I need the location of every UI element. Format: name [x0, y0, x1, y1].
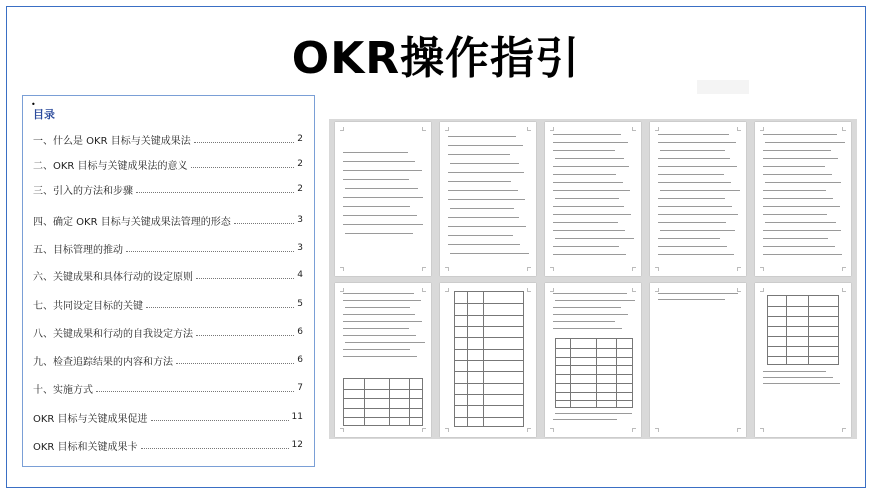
text-line [553, 314, 628, 315]
page-corner-mark [842, 428, 846, 432]
page-corner-mark [550, 428, 554, 432]
table-figure [343, 378, 423, 426]
table-line [556, 400, 632, 401]
table-line [616, 339, 617, 407]
page-corner-mark [527, 288, 531, 292]
page-thumbnail[interactable] [755, 283, 851, 437]
table-line [556, 383, 632, 384]
table-figure [555, 338, 633, 408]
toc-leader-dots [196, 328, 294, 336]
text-line [765, 182, 841, 183]
toc-leader-dots [151, 413, 289, 421]
text-line [660, 230, 735, 231]
text-line [553, 230, 625, 231]
table-line [556, 365, 632, 366]
page-thumbnails [329, 119, 857, 439]
text-line [658, 238, 720, 239]
table-figure [767, 295, 839, 365]
toc-leader-dots [194, 135, 295, 143]
page-corner-mark [340, 127, 344, 131]
page-corner-mark [422, 267, 426, 271]
toc-item-label: 十、实施方式 [33, 384, 93, 396]
table-line [344, 408, 422, 409]
text-line [448, 190, 518, 191]
page-corner-mark [340, 428, 344, 432]
table-line [344, 398, 422, 399]
text-line [555, 300, 635, 301]
toc-item-label: 二、OKR 目标与关键成果法的意义 [33, 160, 188, 172]
table-line [455, 337, 523, 338]
page-corner-mark [632, 127, 636, 131]
text-line [448, 217, 519, 218]
page-corner-mark [422, 127, 426, 131]
toc-item-page: 3 [297, 243, 303, 253]
text-line [343, 356, 417, 357]
slide-title: OKR操作指引 [291, 33, 581, 84]
toc-item-page: 6 [297, 327, 303, 337]
page-corner-mark [737, 267, 741, 271]
page-corner-mark [655, 127, 659, 131]
text-line [553, 307, 621, 308]
table-line [768, 316, 838, 317]
toc-item[interactable] [33, 241, 303, 255]
page-corner-mark [760, 127, 764, 131]
page-corner-mark [527, 267, 531, 271]
toc-item-page: 11 [291, 412, 303, 422]
text-line [553, 254, 626, 255]
toc-item-label: 九、检查追踪结果的内容和方法 [33, 356, 173, 368]
page-thumbnail[interactable] [335, 283, 431, 437]
text-line [763, 246, 835, 247]
page-corner-mark [632, 267, 636, 271]
text-line [450, 253, 529, 254]
toc-item[interactable] [33, 132, 303, 146]
toc-leader-dots [234, 216, 295, 224]
text-line [658, 214, 738, 215]
table-line [455, 349, 523, 350]
page-corner-mark [445, 428, 449, 432]
text-line [343, 197, 423, 198]
table-line [596, 339, 597, 407]
text-line [763, 238, 828, 239]
toc-leader-dots [196, 271, 294, 279]
toc-heading: 目录 [33, 108, 55, 121]
text-line [450, 163, 519, 164]
text-line [448, 235, 513, 236]
page-corner-mark [842, 288, 846, 292]
text-line [553, 134, 621, 135]
table-line [556, 357, 632, 358]
toc-leader-dots [136, 185, 294, 193]
text-line [345, 342, 425, 343]
text-line [660, 190, 740, 191]
text-line [658, 182, 731, 183]
page-thumbnail[interactable] [545, 122, 641, 276]
table-figure [454, 291, 524, 427]
table-line [570, 339, 571, 407]
table-line [455, 360, 523, 361]
text-line [763, 377, 833, 378]
text-line [448, 244, 520, 245]
table-line [364, 379, 365, 425]
toc-item-page: 2 [297, 184, 303, 194]
page-corner-mark [737, 127, 741, 131]
text-line [658, 206, 732, 207]
page-corner-mark [445, 127, 449, 131]
toc-item[interactable] [33, 438, 303, 452]
text-line [448, 154, 510, 155]
placeholder-box [697, 80, 749, 94]
text-line [765, 222, 836, 223]
page-corner-mark [632, 288, 636, 292]
page-corner-mark [655, 288, 659, 292]
page-corner-mark [422, 428, 426, 432]
page-thumbnail[interactable] [650, 122, 746, 276]
page-corner-mark [527, 428, 531, 432]
text-line [553, 321, 615, 322]
toc-item-label: 一、什么是 OKR 目标与关键成果法 [33, 135, 191, 147]
text-line [553, 328, 622, 329]
text-line [763, 134, 837, 135]
toc-item-label: 四、确定 OKR 目标与关键成果法管理的形态 [33, 216, 231, 228]
text-line [658, 142, 736, 143]
table-line [786, 296, 787, 364]
toc-item-label: 三、引入的方法和步骤 [33, 185, 133, 197]
page-corner-mark [760, 288, 764, 292]
text-line [553, 419, 617, 420]
text-line [658, 293, 738, 294]
table-line [455, 371, 523, 372]
toc-item[interactable] [33, 268, 303, 282]
text-line [345, 307, 410, 308]
page-thumbnail[interactable] [440, 122, 536, 276]
text-line [448, 226, 526, 227]
toc-item-label: 五、目标管理的推动 [33, 244, 123, 256]
toc-leader-dots [146, 300, 294, 308]
page-corner-mark [550, 127, 554, 131]
text-line [763, 214, 827, 215]
toc-item-page: 6 [297, 355, 303, 365]
toc-item-label: 六、关键成果和具体行动的设定原则 [33, 271, 193, 283]
table-line [808, 296, 809, 364]
table-line [483, 292, 484, 426]
text-line [658, 254, 734, 255]
page-corner-mark [655, 428, 659, 432]
toc-item-page: 2 [297, 159, 303, 169]
text-line [448, 172, 524, 173]
page-corner-mark [445, 288, 449, 292]
toc-leader-dots [191, 160, 295, 168]
text-line [343, 206, 410, 207]
text-line [448, 136, 516, 137]
toc-item-page: 7 [297, 383, 303, 393]
text-line [763, 383, 840, 384]
text-line [553, 166, 629, 167]
toc-item[interactable] [33, 182, 303, 196]
text-line [553, 150, 615, 151]
page-corner-mark [842, 267, 846, 271]
toc-item[interactable] [33, 213, 303, 227]
table-line [455, 394, 523, 395]
text-line [343, 314, 415, 315]
page-corner-mark [760, 267, 764, 271]
text-line [763, 230, 841, 231]
text-line [763, 254, 842, 255]
text-line [763, 158, 838, 159]
page-corner-mark [842, 127, 846, 131]
table-line [389, 379, 390, 425]
toc-leader-dots [126, 244, 294, 252]
table-line [455, 383, 523, 384]
page-corner-mark [422, 288, 426, 292]
text-line [343, 224, 423, 225]
text-line [660, 150, 725, 151]
page-corner-mark [655, 267, 659, 271]
text-line [345, 233, 413, 234]
toc-item[interactable] [33, 381, 303, 395]
text-line [763, 206, 840, 207]
toc-item-page: 2 [297, 134, 303, 144]
toc-item-label: OKR 目标和关键成果卡 [33, 441, 138, 453]
table-line [455, 315, 523, 316]
table-line [344, 389, 422, 390]
toc-leader-dots [176, 356, 294, 364]
toc-item-label: 八、关键成果和行动的自我设定方法 [33, 328, 193, 340]
table-line [409, 379, 410, 425]
text-line [658, 246, 727, 247]
text-line [763, 166, 825, 167]
page-corner-mark [737, 428, 741, 432]
table-line [768, 326, 838, 327]
text-line [343, 293, 414, 294]
page-corner-mark [445, 267, 449, 271]
table-line [556, 374, 632, 375]
page-thumbnail[interactable] [440, 283, 536, 437]
toc-item[interactable] [33, 297, 303, 311]
text-line [345, 188, 418, 189]
text-line [555, 238, 634, 239]
text-line [763, 190, 826, 191]
text-line [343, 300, 421, 301]
toc-item-page: 12 [291, 440, 303, 450]
table-line [556, 392, 632, 393]
text-line [450, 208, 514, 209]
table-line [455, 326, 523, 327]
page-corner-mark [550, 288, 554, 292]
text-line [553, 293, 627, 294]
page-corner-mark [340, 267, 344, 271]
text-line [343, 215, 417, 216]
page-corner-mark [737, 288, 741, 292]
table-line [768, 336, 838, 337]
table-line [467, 292, 468, 426]
table-line [768, 346, 838, 347]
text-line [448, 199, 525, 200]
toc-item[interactable] [33, 353, 303, 367]
text-line [763, 371, 826, 372]
text-line [765, 142, 845, 143]
text-line [555, 158, 624, 159]
text-line [343, 152, 408, 153]
text-line [343, 170, 422, 171]
text-line [658, 134, 729, 135]
toc-item-page: 3 [297, 215, 303, 225]
table-line [455, 405, 523, 406]
text-line [658, 299, 725, 300]
text-line [658, 222, 726, 223]
page-corner-mark [340, 288, 344, 292]
text-line [553, 142, 628, 143]
toc-item-page: 5 [297, 299, 303, 309]
toc-leader-dots [96, 384, 294, 392]
page-corner-mark [550, 267, 554, 271]
toc-item[interactable] [33, 410, 303, 424]
text-line [553, 174, 616, 175]
text-line [658, 198, 725, 199]
table-line [455, 303, 523, 304]
text-line [658, 158, 730, 159]
page-corner-mark [527, 127, 531, 131]
text-line [553, 214, 631, 215]
page-thumbnail[interactable] [335, 122, 431, 276]
table-line [768, 356, 838, 357]
bullet-icon: • [31, 100, 36, 109]
toc-panel [22, 95, 315, 467]
toc-leader-dots [141, 441, 289, 449]
text-line [763, 174, 832, 175]
table-line [344, 417, 422, 418]
text-line [343, 179, 409, 180]
toc-item-label: OKR 目标与关键成果促进 [33, 413, 148, 425]
page-thumbnail[interactable] [755, 122, 851, 276]
text-line [553, 206, 624, 207]
page-thumbnail[interactable] [650, 283, 746, 437]
text-line [343, 321, 422, 322]
table-line [768, 306, 838, 307]
text-line [343, 328, 409, 329]
toc-item[interactable] [33, 157, 303, 171]
text-line [658, 166, 737, 167]
toc-item[interactable] [33, 325, 303, 339]
text-line [343, 161, 415, 162]
text-line [343, 335, 416, 336]
table-line [455, 417, 523, 418]
toc-item-label: 七、共同设定目标的关键 [33, 300, 143, 312]
table-line [556, 348, 632, 349]
text-line [448, 181, 511, 182]
page-corner-mark [632, 428, 636, 432]
page-corner-mark [760, 428, 764, 432]
text-line [553, 182, 623, 183]
text-line [448, 145, 523, 146]
text-line [553, 246, 619, 247]
text-line [555, 198, 619, 199]
text-line [553, 222, 618, 223]
text-line [658, 174, 724, 175]
text-line [763, 150, 831, 151]
text-line [763, 198, 833, 199]
text-line [555, 413, 632, 414]
toc-item-page: 4 [297, 270, 303, 280]
text-line [343, 349, 410, 350]
page-thumbnail[interactable] [545, 283, 641, 437]
text-line [553, 190, 630, 191]
